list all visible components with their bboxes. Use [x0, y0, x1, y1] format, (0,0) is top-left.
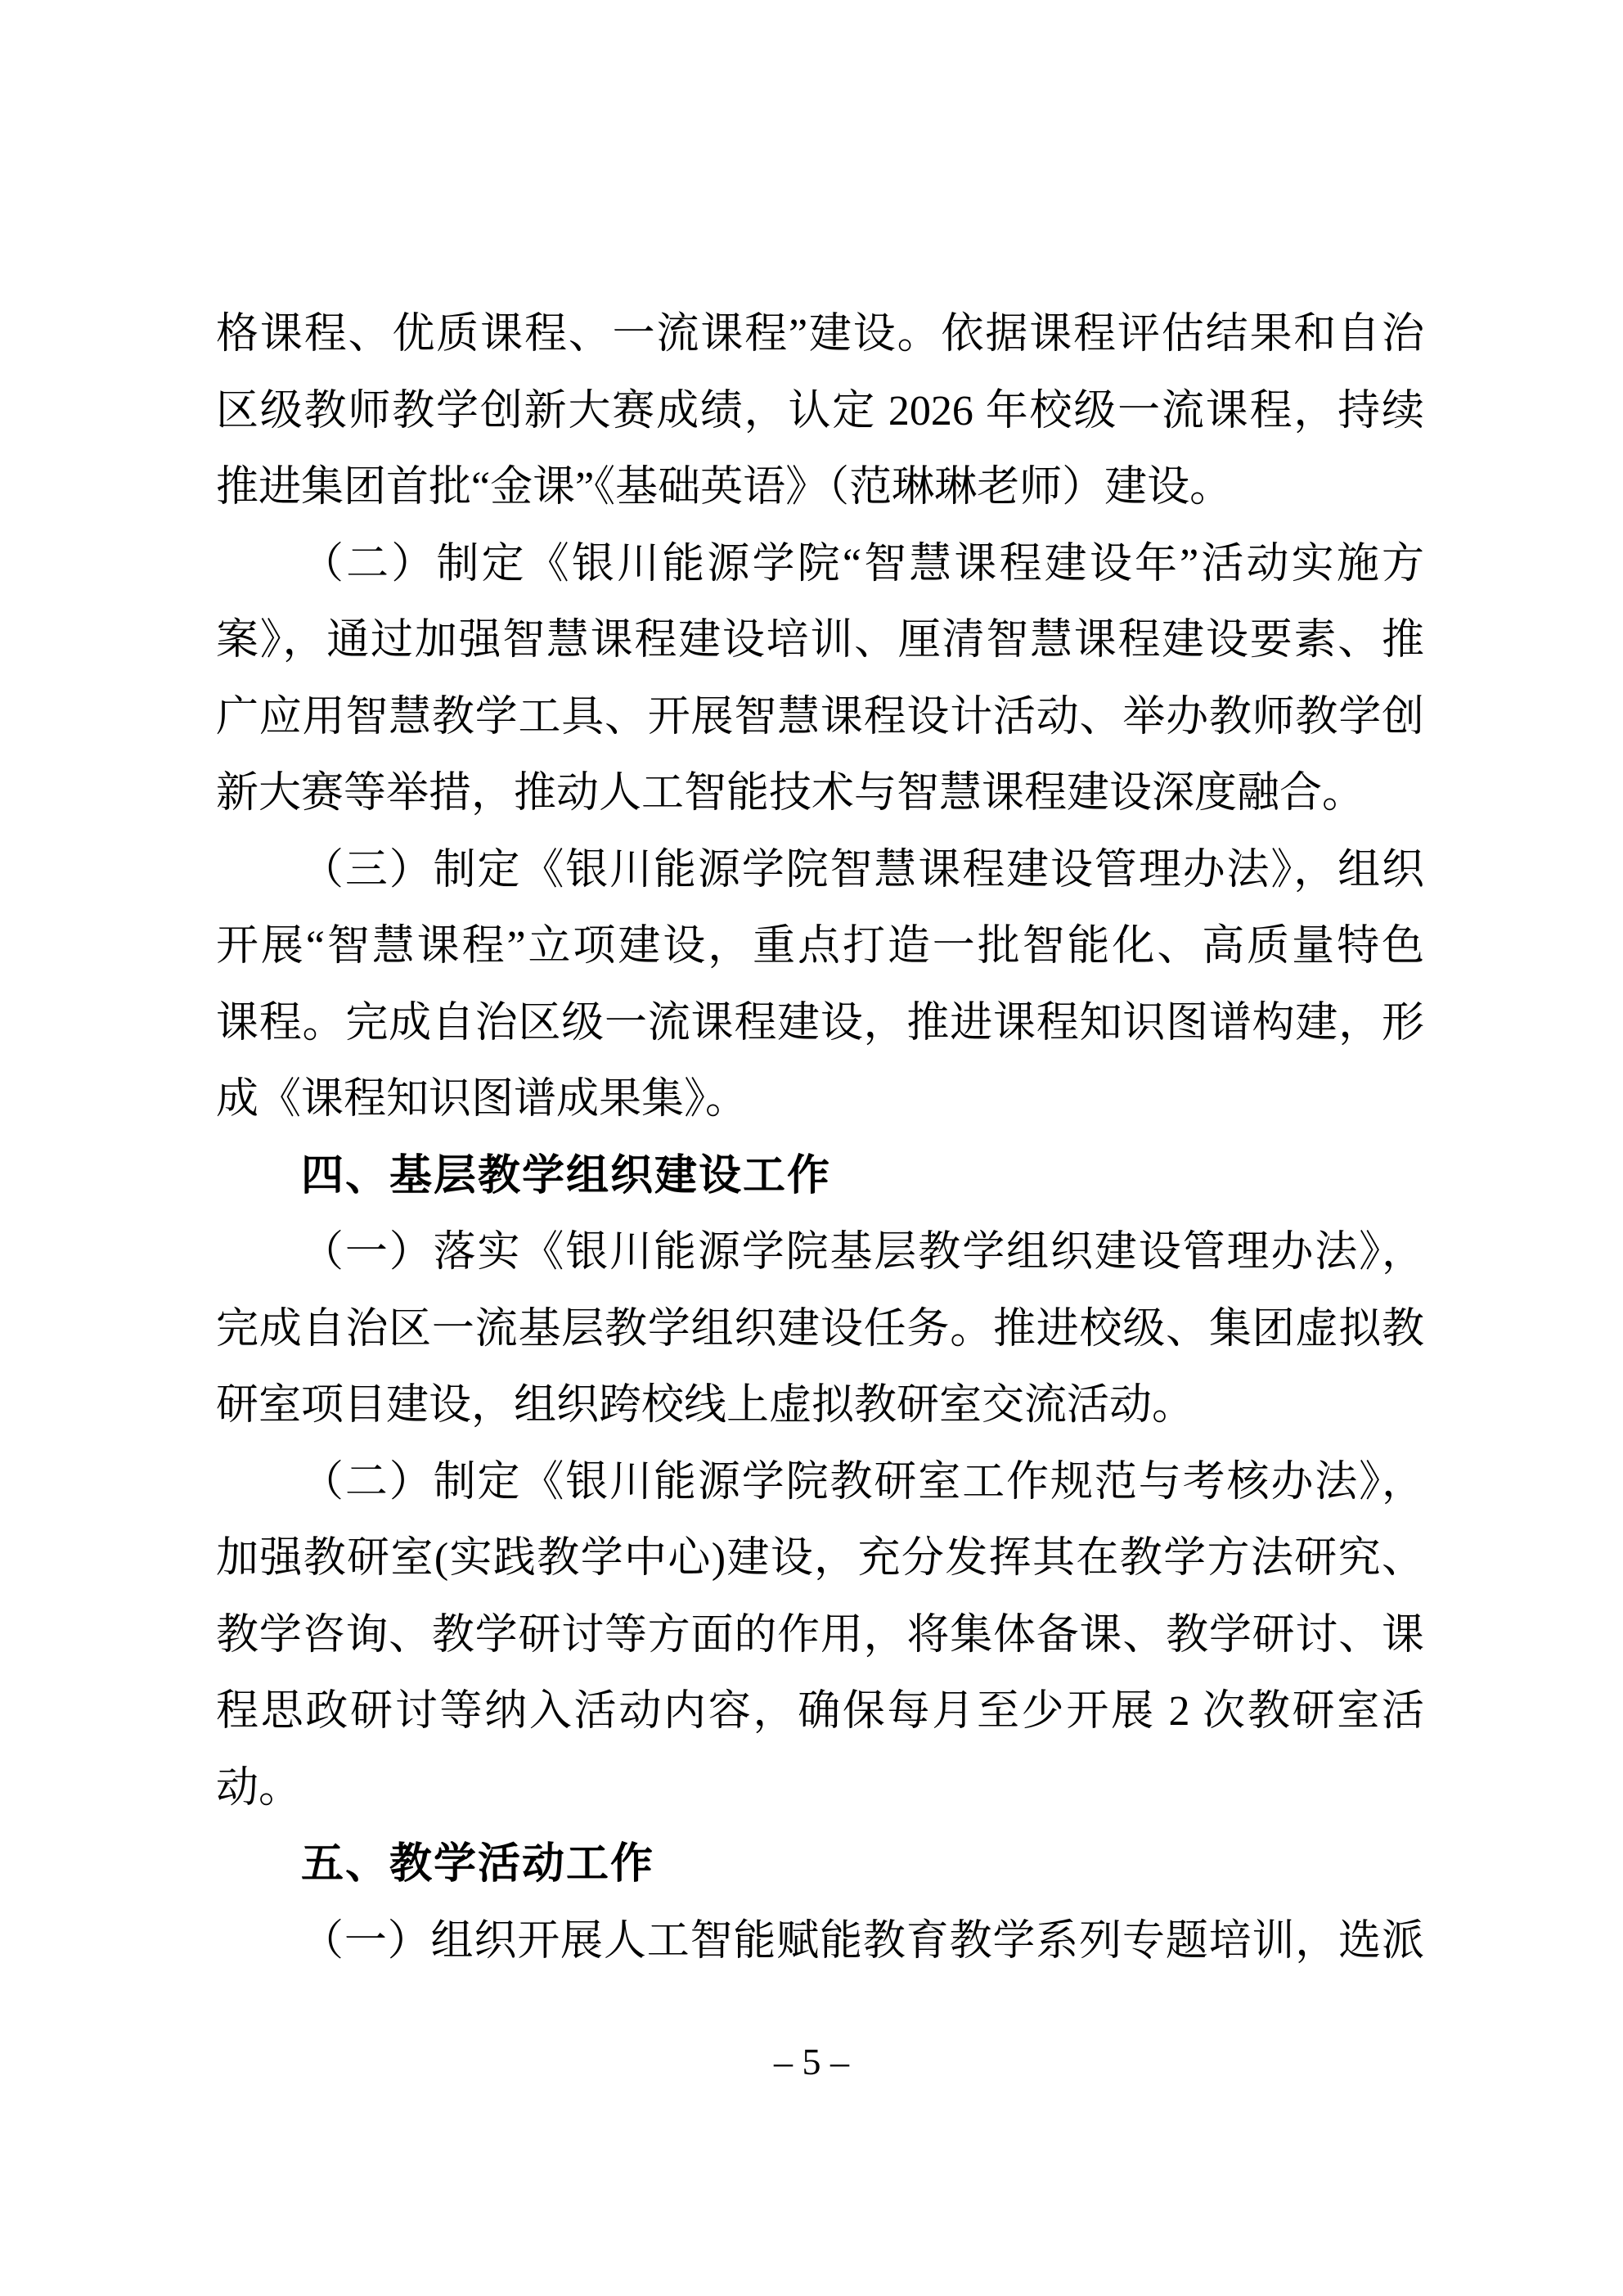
section-heading: 四、基层教学组织建设工作 — [301, 1151, 832, 1200]
text-line: （三）制定《银川能源学院智慧课程建设管理办法》，组织 — [301, 846, 1424, 894]
text-line: 课程。完成自治区级一流课程建设，推进课程知识图谱构建，形 — [216, 999, 1424, 1047]
text-line: 区级教师教学创新大赛成绩，认定 2026 年校级一流课程，持续 — [216, 387, 1424, 434]
text-line: （一）落实《银川能源学院基层教学组织建设管理办法》， — [301, 1229, 1424, 1276]
text-line: 成《课程知识图谱成果集》。 — [216, 1076, 749, 1123]
text-line: 教学咨询、教学研讨等方面的作用，将集体备课、教学研讨、课 — [216, 1611, 1424, 1659]
text-line: 加强教研室(实践教学中心)建设，充分发挥其在教学方法研究、 — [216, 1535, 1424, 1582]
document-body — [216, 296, 1424, 1979]
text-line: （二）制定《银川能源学院“智慧课程建设年”活动实施方 — [301, 540, 1424, 588]
text-line: 开展“智慧课程”立项建设，重点打造一批智能化、高质量特色 — [216, 923, 1424, 970]
text-line: （二）制定《银川能源学院教研室工作规范与考核办法》， — [301, 1458, 1424, 1506]
text-line: 完成自治区一流基层教学组织建设任务。推进校级、集团虚拟教 — [216, 1305, 1424, 1353]
text-line: 程思政研讨等纳入活动内容，确保每月至少开展 2 次教研室活 — [216, 1688, 1424, 1735]
text-line: 推进集团首批“金课”《基础英语》（范琳琳老师）建设。 — [216, 464, 1233, 511]
text-line: 研室项目建设，组织跨校线上虚拟教研室交流活动。 — [216, 1382, 1195, 1429]
text-line: 动。 — [216, 1764, 302, 1812]
page-number: – 5 – — [774, 2041, 849, 2082]
text-line: （一）组织开展人工智能赋能教育教学系列专题培训，选派 — [301, 1917, 1424, 1965]
section-heading: 五、教学活动工作 — [301, 1840, 655, 1888]
text-line: 广应用智慧教学工具、开展智慧课程设计活动、举办教师教学创 — [216, 693, 1424, 741]
text-line: 格课程、优质课程、一流课程”建设。依据课程评估结果和自治 — [216, 311, 1424, 358]
text-line: 案》，通过加强智慧课程建设培训、厘清智慧课程建设要素、推 — [216, 617, 1424, 664]
text-line: 新大赛等举措，推动人工智能技术与智慧课程建设深度融合。 — [216, 770, 1365, 817]
